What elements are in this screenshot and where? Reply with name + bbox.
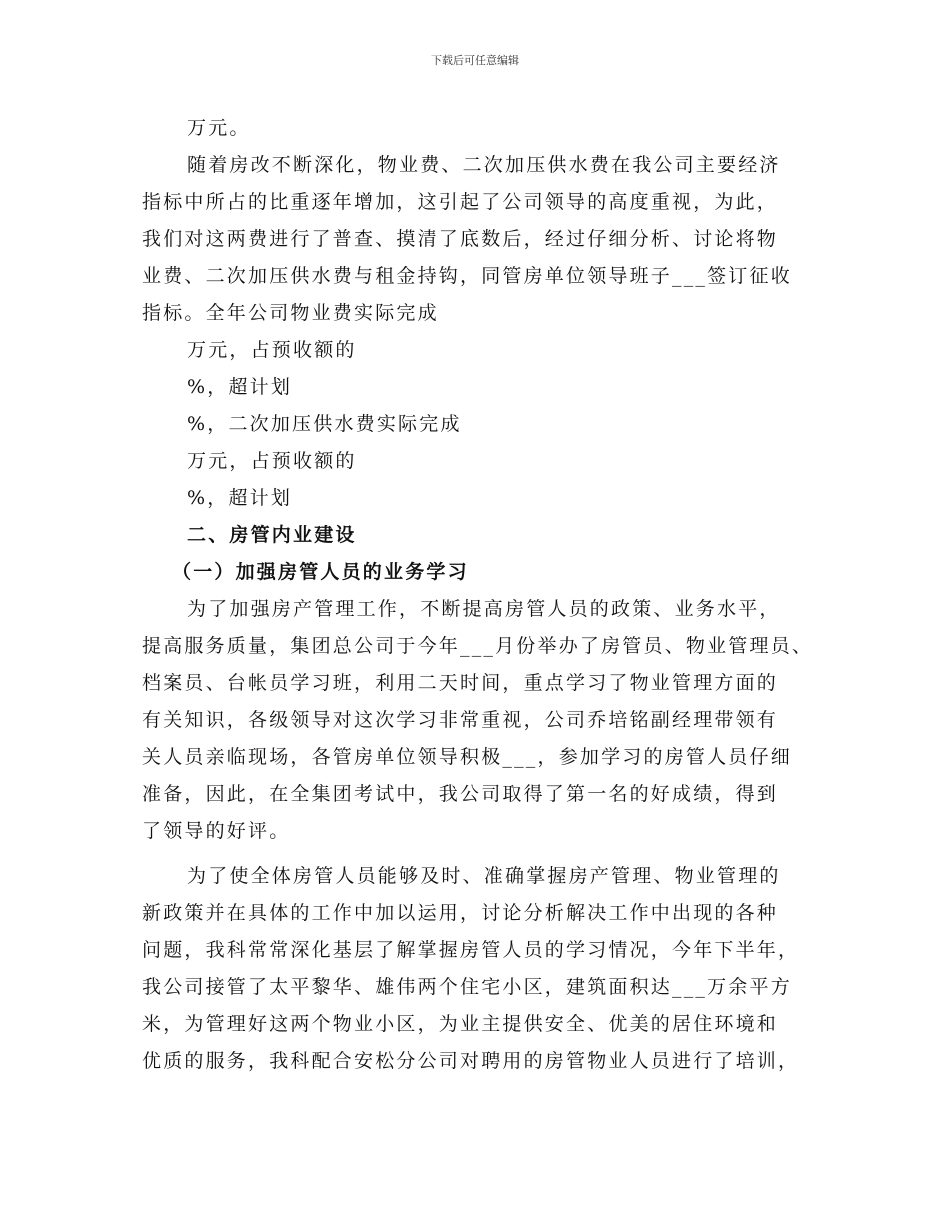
text-line: %，超计划: [187, 376, 293, 398]
text-line: 提高服务质量，集团总公司于今年___月份举办了房管员、物业管理员、: [142, 635, 814, 657]
text-line: 米，为管理好这两个物业小区，为业主提供安全、优美的居住环境和: [142, 1013, 779, 1035]
text-line: 指标。全年公司物业费实际完成: [142, 302, 439, 324]
text-line: 业费、二次加压供水费与租金持钩，同管房单位领导班子___签订征收: [142, 265, 792, 287]
text-line: %，二次加压供水费实际完成: [187, 413, 462, 435]
page-header: 下载后可任意编辑: [431, 54, 519, 67]
text-line: 我公司接管了太平黎华、雄伟两个住宅小区，建筑面积达___万余平方: [142, 976, 792, 998]
text-line: 问题，我科常常深化基层了解掌握房管人员的学习情况，今年下半年，: [142, 939, 800, 961]
text-line: 档案员、台帐员学习班，利用二天时间，重点学习了物业管理方面的: [142, 672, 779, 694]
text-line: 新政策并在具体的工作中加以运用，讨论分析解决工作中出现的各种: [142, 902, 779, 924]
text-line: %，超计划: [187, 487, 293, 509]
text-line: 了领导的好评。: [142, 820, 291, 842]
subsection-heading: （一）加强房管人员的业务学习: [172, 561, 469, 583]
text-line: 我们对这两费进行了普查、摸清了底数后，经过仔细分析、讨论将物: [142, 228, 779, 250]
text-line: 随着房改不断深化，物业费、二次加压供水费在我公司主要经济: [187, 154, 781, 176]
text-line: 为了加强房产管理工作，不断提高房管人员的政策、业务水平，: [187, 598, 781, 620]
text-line: 有关知识，各级领导对这次学习非常重视，公司乔培铭副经理带领有: [142, 709, 779, 731]
text-line: 优质的服务，我科配合安松分公司对聘用的房管物业人员进行了培训，: [142, 1050, 800, 1072]
text-line: 指标中所占的比重逐年增加，这引起了公司领导的高度重视，为此，: [142, 191, 779, 213]
document-body: [142, 110, 822, 1080]
text-line: 准备，因此，在全集团考试中，我公司取得了第一名的好成绩，得到: [142, 783, 779, 805]
section-heading: 二、房管内业建设: [187, 524, 357, 546]
text-line: 关人员亲临现场，各管房单位领导积极___，参加学习的房管人员仔细: [142, 746, 792, 768]
text-line: 为了使全体房管人员能够及时、准确掌握房产管理、物业管理的: [187, 865, 781, 887]
text-line: 万元。: [187, 117, 251, 139]
text-line: 万元，占预收额的: [187, 450, 357, 472]
text-line: 万元，占预收额的: [187, 339, 357, 361]
